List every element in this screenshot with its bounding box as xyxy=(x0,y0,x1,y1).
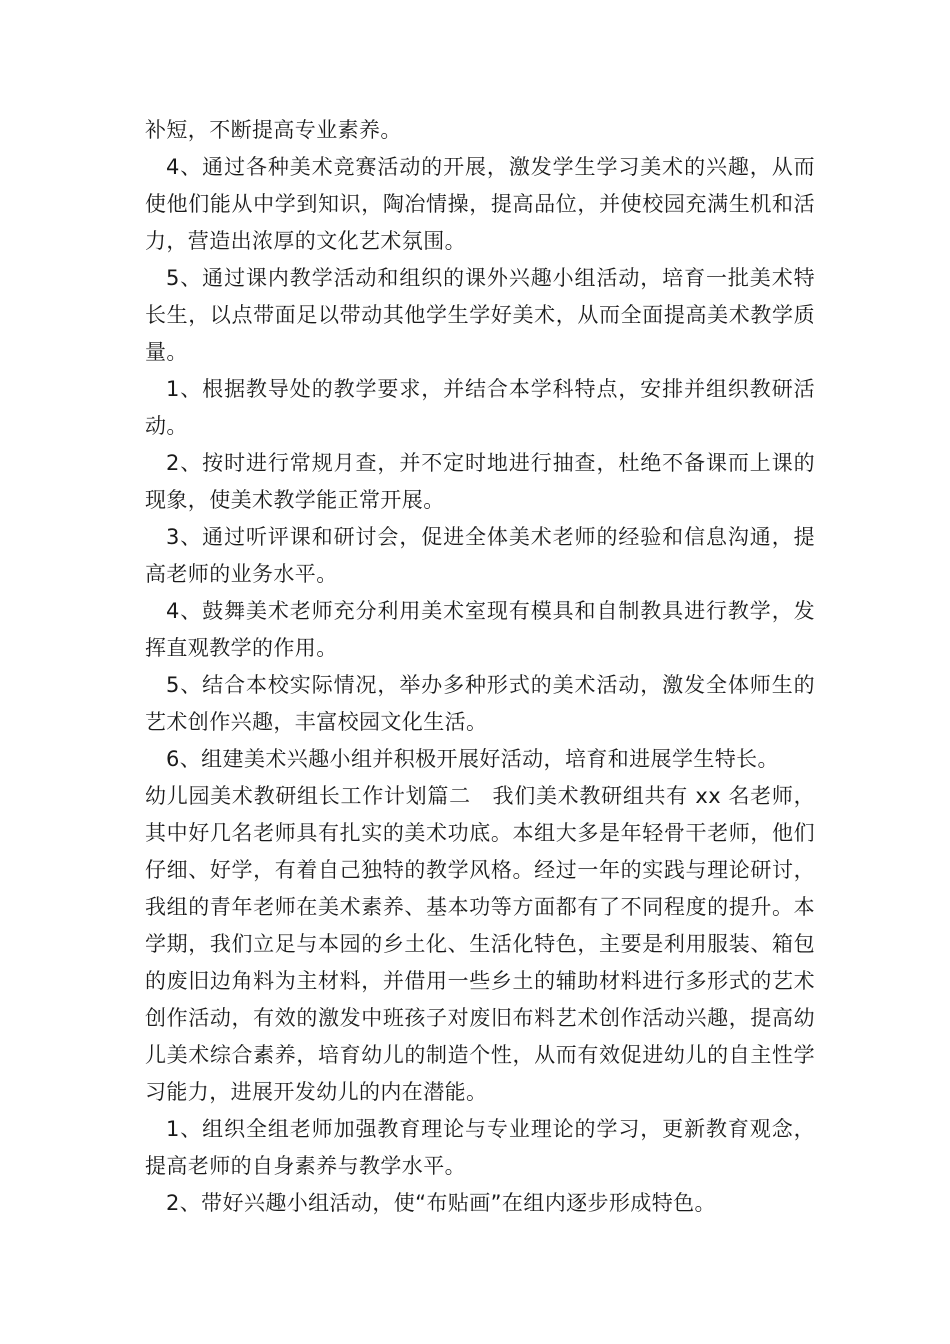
paragraph: 1、根据教导处的教学要求，并结合本学科特点，安排并组织教研活动。 xyxy=(145,377,815,438)
paragraph: 1、组织全组老师加强教育理论与专业理论的学习，更新教育观念，提高老师的自身素养与教学水平。 xyxy=(145,1117,815,1178)
document-body xyxy=(145,112,815,1222)
paragraph: 4、通过各种美术竞赛活动的开展，激发学生学习美术的兴趣，从而使他们能从中学到知识，陶冶情操，提高品位，并使校园充满生机和活力，营造出浓厚的文化艺术氛围。 xyxy=(145,155,815,253)
paragraph: 5、结合本校实际情况，举办多种形式的美术活动，激发全体师生的艺术创作兴趣，丰富校园文化生活。 xyxy=(145,673,815,734)
paragraph: 补短，不断提高专业素养。 xyxy=(145,118,402,142)
paragraph: 4、鼓舞美术老师充分利用美术室现有模具和自制教具进行教学，发挥直观教学的作用。 xyxy=(145,599,815,660)
paragraph: 2、按时进行常规月查，并不定时地进行抽查，杜绝不备课而上课的现象，使美术教学能正常开展。 xyxy=(145,451,815,512)
paragraph: 6、组建美术兴趣小组并积极开展好活动，培育和进展学生特长。 xyxy=(166,747,779,771)
paragraph: 幼儿园美术教研组长工作计划篇二 我们美术教研组共有 xx 名老师，其中好几名老师具有扎实的美术功底。本组大多是年轻骨干老师，他们仔细、好学，有着自己独特的教学风格。经过一年的实践与理论研讨，我组的青年老师在美术素养、基本功等方面都有了不同程度的提升。本学期，我们立足与本园的乡土化、生活化特色，主要是利用服装、箱包的废旧边角料为主材料，并借用一些乡土的辅助材料进行多形式的艺术创作活动，有效的激发中班孩子对废旧布料艺术创作活动兴趣，提高幼儿美术综合素养，培育幼儿的制造个性，从而有效促进幼儿的自主性学习能力，进展开发幼儿的内在潜能。 xyxy=(145,784,815,1104)
paragraph: 5、通过课内教学活动和组织的课外兴趣小组活动，培育一批美术特长生，以点带面足以带动其他学生学好美术，从而全面提高美术教学质量。 xyxy=(145,266,815,364)
paragraph: 2、带好兴趣小组活动，使“布贴画”在组内逐步形成特色。 xyxy=(166,1191,716,1215)
paragraph: 3、通过听评课和研讨会，促进全体美术老师的经验和信息沟通，提高老师的业务水平。 xyxy=(145,525,815,586)
